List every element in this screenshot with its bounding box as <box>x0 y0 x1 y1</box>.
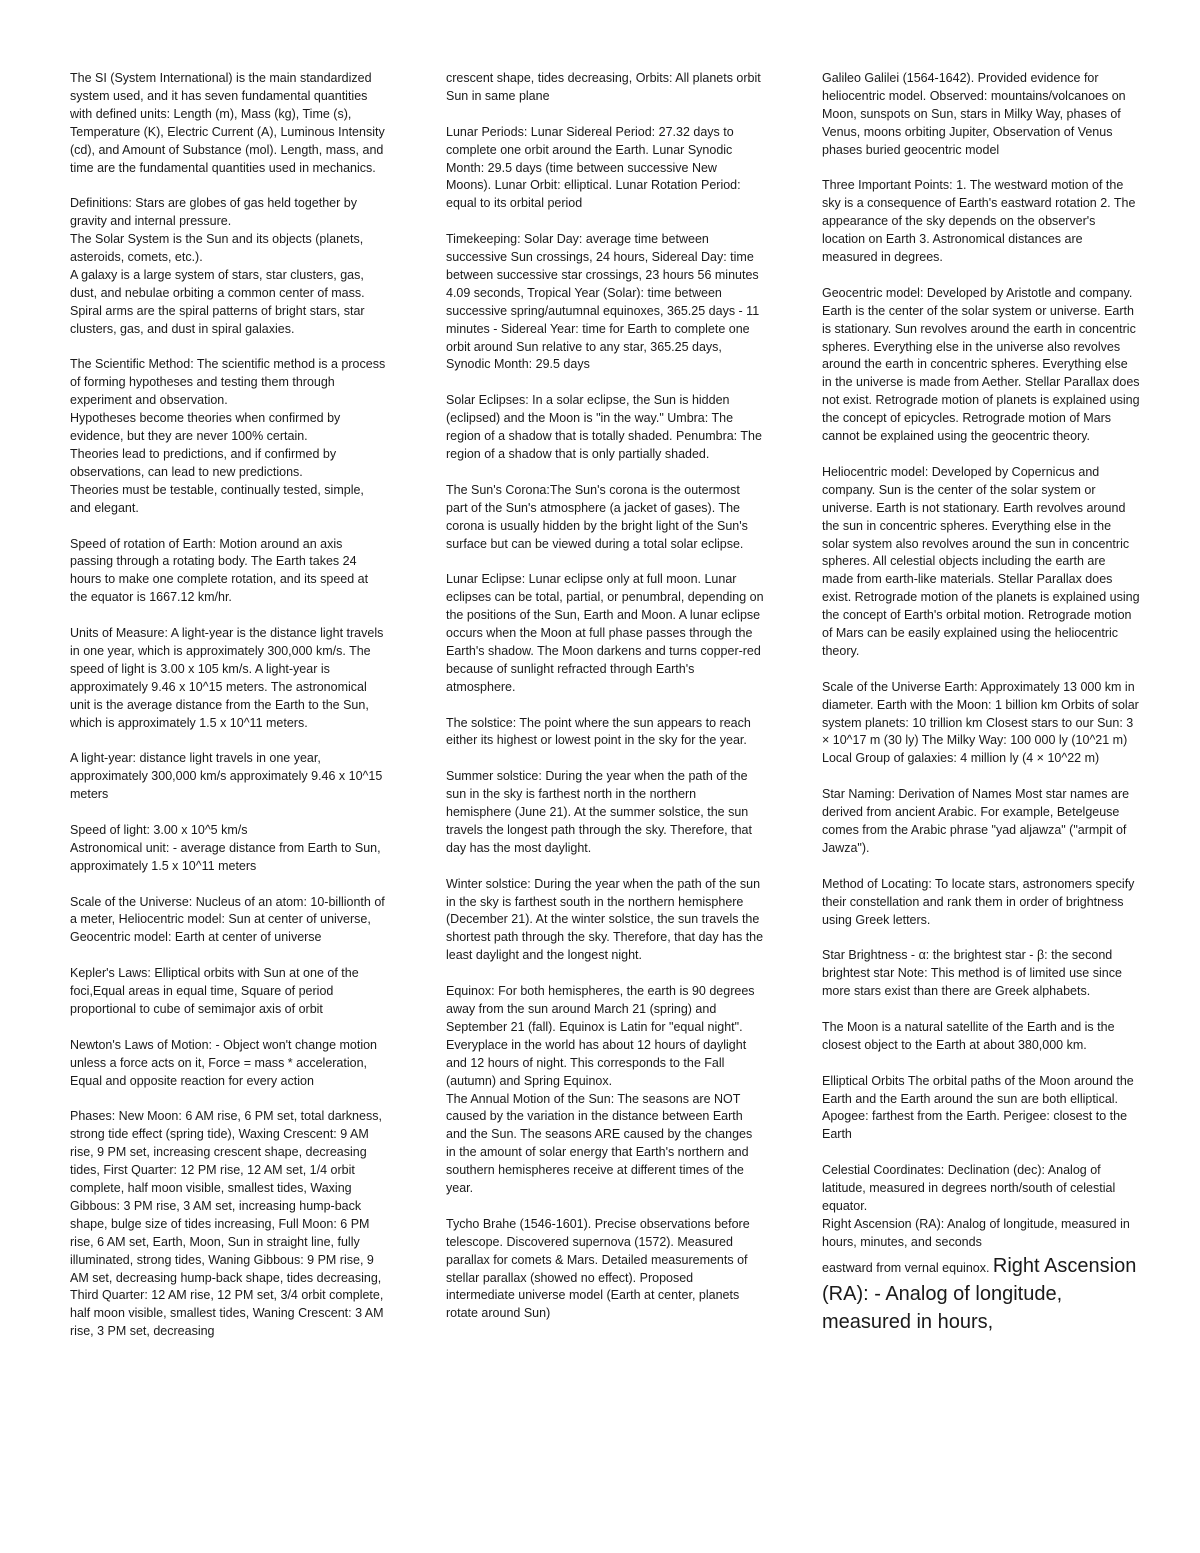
paragraph-light-year: A light-year: distance light travels in one year, approximately 300,000 km/s approximately 9.46 x 10^15 meters <box>70 751 383 802</box>
paragraph-right-ascension-tail <box>822 1252 1140 1336</box>
column-1 <box>70 70 388 1341</box>
paragraph-scale-universe-earth: Scale of the Universe Earth: Approximately 13 000 km in diameter. Earth with the Moon: 1 billion km Orbits of solar system planets: 10 trillion km Closest stars to our Sun: 3 × 10^17 m (30 ly) The Milky Way: 100 000 ly (10^21 m) Local Group of galaxies: 4 million ly (4 × 10^22 m) <box>822 679 1139 766</box>
right-ascension-small-text: eastward from vernal equinox. <box>822 1260 993 1275</box>
paragraph-star-naming: Star Naming: Derivation of Names Most star names are derived from ancient Arabic. For example, Betelgeuse comes from the Arabic phrase "yad aljawza" ("armpit of Jawza"). <box>822 787 1130 855</box>
paragraph-solstice: The solstice: The point where the sun appears to reach either its highest or lowest point in the sky for the year. <box>446 715 751 748</box>
paragraph-scientific-method: The Scientific Method: The scientific method is a process of forming hypotheses and testing them through experiment and observation. Hypotheses become theories when confirmed by evidence, but they are never 100% certain. Theories lead to predictions, and if confirmed by observations, can lead to new predictions. Theories must be testable, continually tested, simple, and elegant. <box>70 357 386 515</box>
paragraph-lunar-eclipse: Lunar Eclipse: Lunar eclipse only at full moon. Lunar eclipses can be total, partial, or penumbral, depending on the positions of the Sun, Earth and Moon. A lunar eclipse occurs when the Moon at full phase passes through the Earth's shadow. The Moon darkens and turns copper-red because of sunlight refracted through Earth's atmosphere. <box>446 572 764 694</box>
right-ascension-large-text: Right Ascension (RA): - Analog of longitude, measured in hours, <box>822 1254 1137 1333</box>
paragraph-celestial-coordinates: Celestial Coordinates: Declination (dec): Analog of latitude, measured in degrees north/south of celestial equator. Right Ascension (RA): Analog of longitude, measured in hours, minutes, and seconds <box>822 1163 1130 1249</box>
paragraph-si-units: The SI (System International) is the main standardized system used, and it has seven fundamental quantities with defined units: Length (m), Mass (kg), Time (s), Temperature (K), Electric Current (A), Luminous Intensity (cd), and Amount of Substance (mol). Length, mass, and time are the fundamental quantities used in mechanics. <box>70 71 385 175</box>
paragraph-elliptical-orbits: Elliptical Orbits The orbital paths of the Moon around the Earth and the Earth around the sun are both elliptical. Apogee: farthest from the Earth. Perigee: closest to the Earth <box>822 1073 1134 1142</box>
paragraph-definitions: Definitions: Stars are globes of gas held together by gravity and internal pressure. The Solar System is the Sun and its objects (planets, asteroids, comets, etc.). A galaxy is a large system of stars, star clusters, gas, dust, and nebulae orbiting a common center of mass. Spiral arms are the spiral patterns of bright stars, star clusters, gas, and dust in spiral galaxies. <box>70 196 365 336</box>
paragraph-newtons-laws: Newton's Laws of Motion: - Object won't change motion unless a force acts on it, Force = mass * acceleration, Equal and opposite reaction for every action <box>70 1037 378 1088</box>
paragraph-solar-eclipses: Solar Eclipses: In a solar eclipse, the Sun is hidden (eclipsed) and the Moon is "in the way." Umbra: The region of a shadow that is totally shaded. Penumbra: The region of a shadow that is only partially shaded. <box>446 393 762 461</box>
paragraph-summer-solstice: Summer solstice: During the year when the path of the sun in the sky is farthest north in the northern hemisphere (June 21). At the summer solstice, the sun travels the longest path through the sky. Therefore, that day has the most daylight. <box>446 769 752 855</box>
paragraph-star-brightness: Star Brightness - α: the brightest star - β: the second brightest star Note: This method is of limited use since more stars exist than there are Greek alphabets. <box>822 948 1122 999</box>
paragraph-tycho-brahe: Tycho Brahe (1546-1601). Precise observations before telescope. Discovered supernova (1572). Measured parallax for comets & Mars. Detailed measurements of stellar parallax (showed no effect). Proposed intermediate universe model (Earth at center, planets rotate around Sun) <box>446 1216 750 1321</box>
paragraph-suns-corona: The Sun's Corona:The Sun's corona is the outermost part of the Sun's atmosphere (a jacket of gases). The corona is usually hidden by the bright light of the Sun's surface but can be viewed during a total solar eclipse. <box>446 482 748 551</box>
paragraph-heliocentric-model: Heliocentric model: Developed by Copernicus and company. Sun is the center of the solar system or universe. Earth is not stationary. Earth revolves around the sun in concentric spheres. Everything else in the solar system also revolves around the sun in concentric spheres. All celestial objects including the earth are made from earth-like materials. Stellar Parallax does exist. Retrograde motion of the planets is explained using the concept of Earth's orbital motion. Retrograde motion of Mars can be easily explained using the heliocentric theory. <box>822 464 1140 658</box>
paragraph-speed-of-light: Speed of light: 3.00 x 10^5 km/s Astronomical unit: - average distance from Earth to Sun, approximately 1.5 x 10^11 meters <box>70 822 381 873</box>
paragraph-keplers-laws: Kepler's Laws: Elliptical orbits with Sun at one of the foci,Equal areas in equal time, Square of period proportional to cube of semimajor axis of orbit <box>70 966 359 1016</box>
paragraph-lunar-periods: Lunar Periods: Lunar Sidereal Period: 27.32 days to complete one orbit around the Earth. Lunar Synodic Month: 29.5 days (time between successive New Moons). Lunar Orbit: elliptical. Lunar Rotation Period: equal to its orbital period <box>446 124 741 211</box>
paragraph-method-of-locating: Method of Locating: To locate stars, astronomers specify their constellation and rank them in order of brightness using Greek letters. <box>822 876 1135 927</box>
paragraph-phases-continued: crescent shape, tides decreasing, Orbits: All planets orbit Sun in same plane <box>446 71 761 103</box>
paragraph-three-important-points: Three Important Points: 1. The westward motion of the sky is a consequence of Earth's eastward rotation 2. The appearance of the sky depends on the observer's location on Earth 3. Astronomical distances are measured in degrees. <box>822 178 1136 265</box>
paragraph-moon-phases: Phases: New Moon: 6 AM rise, 6 PM set, total darkness, strong tide effect (spring tide), Waxing Crescent: 9 AM rise, 9 PM set, increasing crescent shape, decreasing tides, First Quarter: 12 PM rise, 12 AM set, 1/4 orbit complete, half moon visible, smallest tides, Waxing Gibbous: 3 PM rise, 3 AM set, increasing hump-back shape, bulge size of tides increasing, Full Moon: 6 PM rise, 6 AM set, Earth, Moon, Sun in straight line, fully illuminated, strong tides, Waning Gibbous: 9 PM rise, 9 AM set, decreasing hump-back shape, tides decreasing, Third Quarter: 12 AM rise, 12 PM set, 3/4 orbit complete, half moon visible, smallest tides, Waning Crescent: 3 AM rise, 3 PM set, decreasing <box>70 1109 384 1339</box>
paragraph-units-of-measure: Units of Measure: A light-year is the distance light travels in one year, which is approximately 300,000 km/s. The speed of light is 3.00 x 105 km/s. A light-year is approximately 9.46 x 10^15 meters. The astronomical unit is the average distance from the Earth to the Sun, which is approximately 1.5 x 10^11 meters. <box>70 626 384 730</box>
paragraph-geocentric-model: Geocentric model: Developed by Aristotle and company. Earth is the center of the solar system or universe. Earth is stationary. Sun revolves around the earth in concentric spheres. Everything else in the universe also revolves around the earth in concentric spheres. Everything else in the universe is made from Aether. Stellar Parallax does not exist. Retrograde motion of planets is explained using the concept of epicycles. Retrograde motion of Mars cannot be explained using the geocentric theory. <box>822 285 1140 444</box>
paragraph-the-moon: The Moon is a natural satellite of the Earth and is the closest object to the Earth at about 380,000 km. <box>822 1019 1115 1052</box>
paragraph-timekeeping: Timekeeping: Solar Day: average time between successive Sun crossings, 24 hours, Sidereal Day: time between successive star crossings, 23 hours 56 minutes 4.09 seconds, Tropical Year (Solar): time between successive spring/autumnal equinoxes, 365.25 days - 11 minutes - Sidereal Year: time for Earth to complete one orbit around Sun relative to any star, 365.25 days, Synodic Month: 29.5 days <box>446 232 760 372</box>
paragraph-equinox: Equinox: For both hemispheres, the earth is 90 degrees away from the sun around March 21 (spring) and September 21 (fall). Equinox is Latin for "equal night". Everyplace in the world has about 12 hours of daylight and 12 hours of night. This corresponds to the Fall (autumn) and Spring Equinox. The Annual Motion of the Sun: The seasons are NOT caused by the variation in the distance between Earth and the Sun. The seasons ARE caused by the changes in the amount of solar energy that Earth's northern and southern hemispheres receive at different times of the year. <box>446 984 755 1196</box>
paragraph-galileo: Galileo Galilei (1564-1642). Provided evidence for heliocentric model. Observed: mountains/volcanoes on Moon, sunspots on Sun, stars in Milky Way, phases of Venus, moons orbiting Jupiter, Observation of Venus phases buried geocentric model <box>822 71 1126 157</box>
paragraph-scale-of-universe: Scale of the Universe: Nucleus of an atom: 10-billionth of a meter, Heliocentric model: Sun at center of universe, Geocentric model: Earth at center of universe <box>70 894 385 945</box>
column-2 <box>446 70 764 1323</box>
column-3 <box>822 70 1140 1336</box>
paragraph-winter-solstice: Winter solstice: During the year when the path of the sun in the sky is farthest south in the northern hemisphere (December 21). At the winter solstice, the sun travels the shortest path through the sky. Therefore, that day has the least daylight and the longest night. <box>446 876 764 963</box>
paragraph-earth-rotation: Speed of rotation of Earth: Motion around an axis passing through a rotating body. The Earth takes 24 hours to make one complete rotation, and its speed at the equator is 1667.12 km/hr. <box>70 536 369 605</box>
